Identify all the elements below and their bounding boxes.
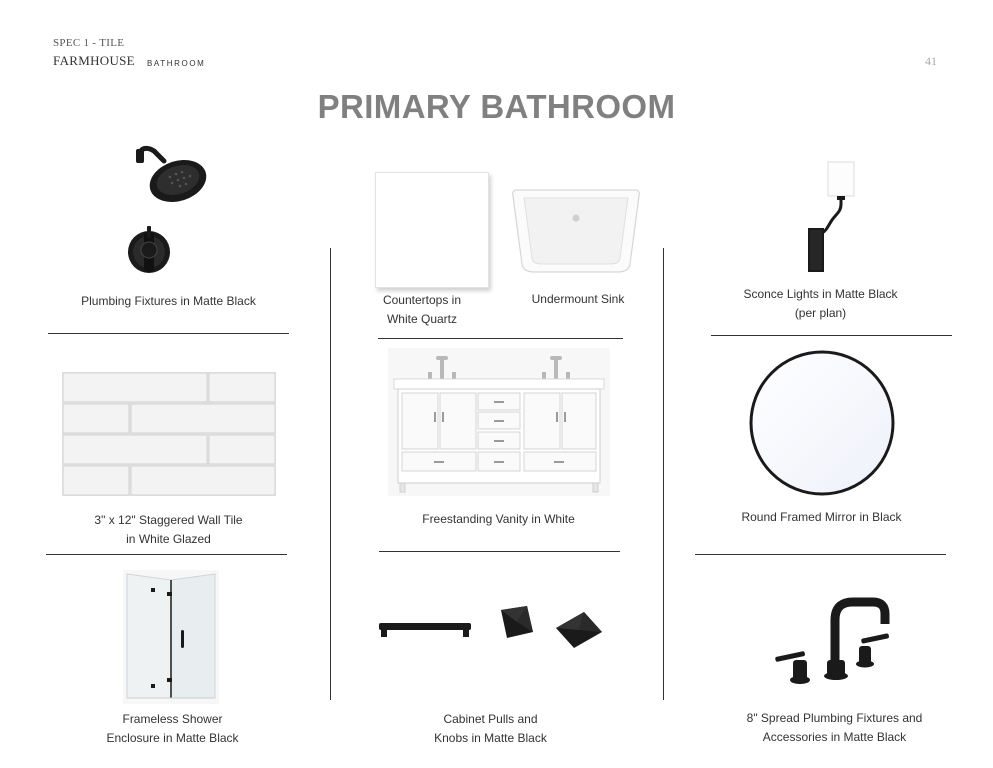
vanity-label: Freestanding Vanity in White	[422, 512, 575, 526]
room-label: BATHROOM	[147, 59, 206, 68]
vanity-caption	[378, 510, 619, 529]
shower-caption	[52, 710, 293, 748]
row-divider-right-1	[711, 335, 952, 336]
cabinet-pulls-label-line2: Knobs in Matte Black	[434, 731, 547, 745]
spec-label: SPEC 1 - TILE	[53, 37, 125, 49]
sink-icon	[510, 184, 642, 276]
cabinet-knob-icon	[497, 602, 537, 642]
vanity-icon	[388, 348, 610, 496]
cabinet-knob-icon-2	[554, 610, 604, 650]
faucet-caption	[714, 709, 955, 747]
subway-tile-icon	[62, 372, 276, 496]
sink-caption	[512, 290, 644, 309]
row-divider-right-2	[695, 554, 946, 555]
countertops-label-line1: Countertops in	[382, 293, 462, 307]
wall-tile-caption	[48, 511, 289, 549]
plumbing-fixtures-caption	[48, 292, 289, 311]
sconce-caption	[700, 285, 941, 323]
shower-label-line1: Frameless Shower	[122, 712, 223, 726]
shower-label-line2: Enclosure in Matte Black	[106, 731, 239, 745]
column-divider-right	[663, 248, 664, 700]
faucet-icon	[773, 596, 893, 688]
plumbing-fixtures-label: Plumbing Fixtures in Matte Black	[81, 294, 256, 308]
faucet-label-line2: Accessories in Matte Black	[762, 730, 907, 744]
sink-label: Undermount Sink	[531, 292, 625, 306]
glass-shower-icon	[123, 570, 219, 704]
row-divider-left-2	[46, 554, 287, 555]
row-divider-left-1	[48, 333, 289, 334]
quartz-swatch-icon	[375, 172, 489, 288]
cabinet-pulls-caption	[370, 710, 611, 748]
sconce-icon	[796, 160, 860, 276]
page-number: 41	[925, 54, 937, 68]
round-mirror-icon	[748, 349, 896, 497]
valve-trim-icon	[126, 224, 172, 280]
shower-head-icon	[130, 143, 210, 209]
mirror-label: Round Framed Mirror in Black	[741, 510, 902, 524]
countertops-caption	[362, 291, 482, 329]
mirror-caption	[701, 508, 942, 527]
page-title: PRIMARY BATHROOM	[317, 88, 676, 125]
wall-tile-label-line1: 3" x 12" Staggered Wall Tile	[94, 513, 243, 527]
row-divider-center-1	[378, 338, 623, 339]
sconce-label-line2: (per plan)	[794, 306, 847, 320]
countertops-label-line2: White Quartz	[386, 312, 458, 326]
cabinet-pulls-label-line1: Cabinet Pulls and	[443, 712, 538, 726]
faucet-label-line1: 8" Spread Plumbing Fixtures and	[746, 711, 923, 725]
cabinet-pull-icon	[377, 615, 473, 641]
wall-tile-label-line2: in White Glazed	[126, 532, 211, 546]
sconce-label-line1: Sconce Lights in Matte Black	[743, 287, 898, 301]
row-divider-center-2	[379, 551, 620, 552]
style-label: FARMHOUSE	[53, 53, 135, 68]
column-divider-left	[330, 248, 331, 700]
